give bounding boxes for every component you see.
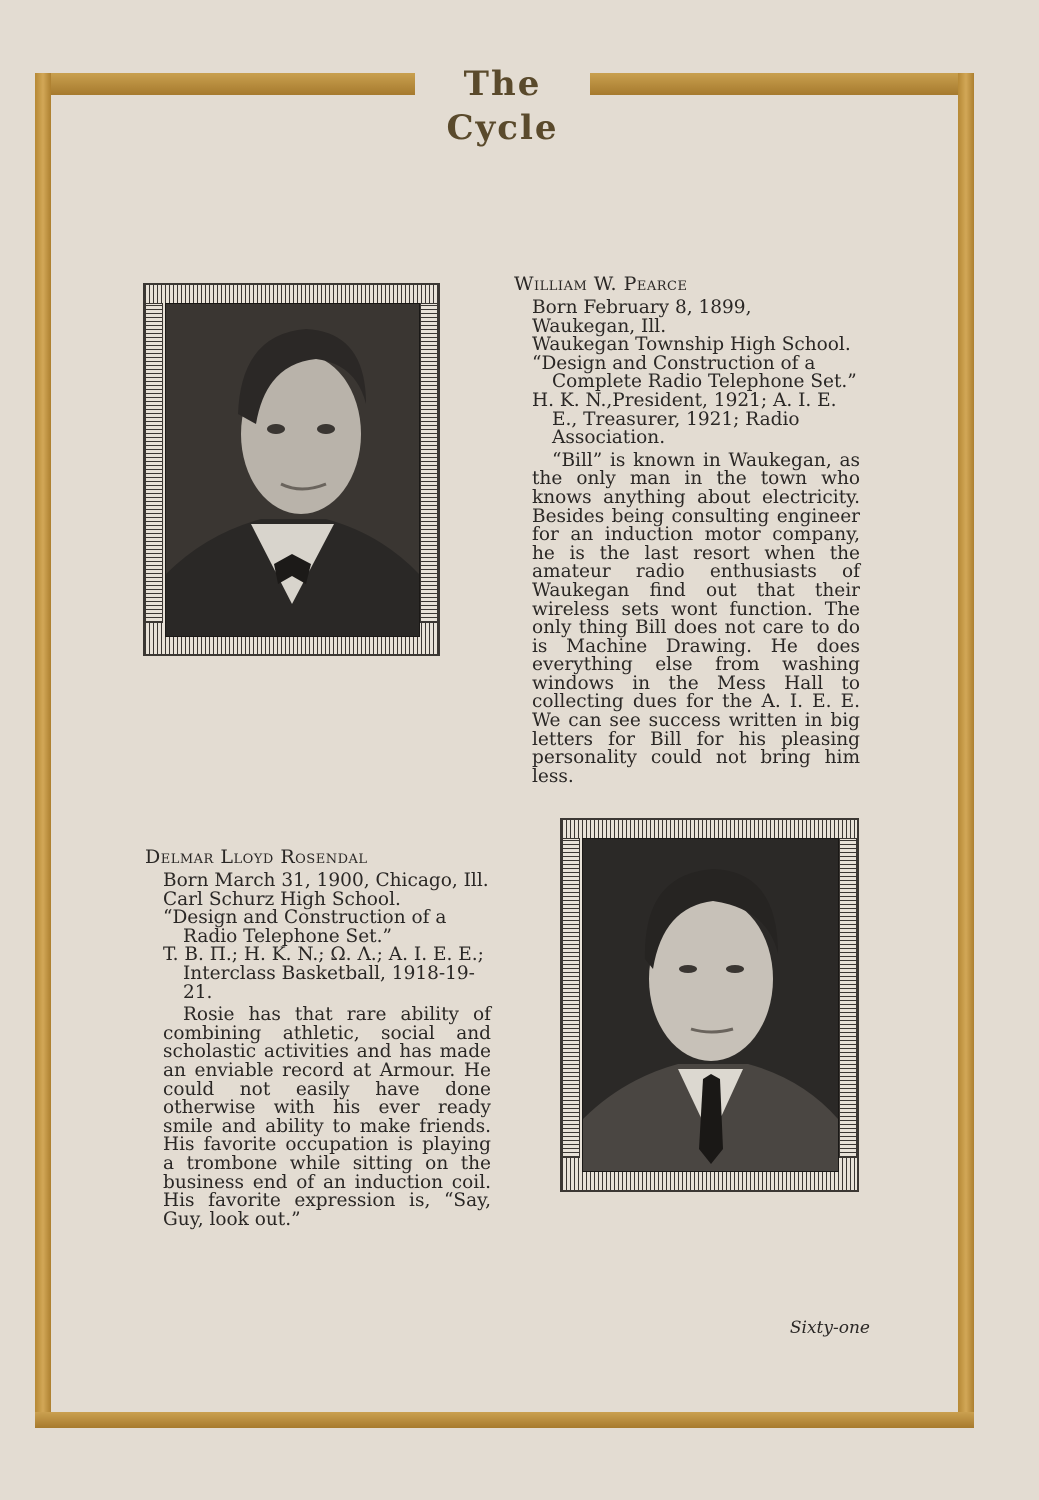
- activities-line: H. K. N.,President, 1921; A. I. E. E., Treasurer, 1921; Radio Association.: [532, 389, 837, 449]
- thesis-line: “Design and Construction of a Radio Telephone Set.”: [163, 907, 447, 947]
- student-name: Delmar Lloyd Rosendal: [145, 846, 368, 868]
- school-line: Carl Schurz High School.: [163, 888, 401, 910]
- frame-top-left: [35, 73, 415, 95]
- bio-rosendal: [145, 846, 491, 1229]
- bio-paragraph: “Bill” is known in Waukegan, as the only man in the town who knows anything about electricity. Besides being consulting engineer for an induction motor company, he is the last resort when the amateur radio enthusiasts of Waukegan find out that their wireless sets wont function. The only thing Bill does not care to do is Machine Drawing. He does everything else from washing windows in the Mess Hall to collecting dues for the A. I. E. E. We can see success written in big letters for Bill for his pleasing personality could not bring him less.: [532, 449, 860, 787]
- birth-line: Born February 8, 1899, Waukegan, Ill.: [532, 297, 752, 337]
- portrait-frame-pearce: [143, 283, 440, 656]
- activities-line: T. B. Π.; H. K. N.; Ω. Λ.; A. I. E. E.; Interclass Basketball, 1918-19-21.: [163, 944, 484, 1003]
- school-line: Waukegan Township High School.: [532, 334, 851, 356]
- frame-right: [958, 73, 974, 1428]
- bio-pearce: [514, 273, 860, 786]
- page-header-title: The Cycle: [446, 64, 559, 148]
- portrait-frame-rosendal: [560, 818, 859, 1192]
- frame-bottom: [35, 1412, 974, 1428]
- page-number: Sixty-one: [789, 1318, 870, 1338]
- frame-left: [35, 73, 51, 1428]
- bio-paragraph: Rosie has that rare ability of combining athletic, social and scholastic activities and has made an enviable record at Armour. He could not easily have done otherwise with his ever ready smile and ability to make friends. His favorite occupation is playing a trombone while sitting on the business end of an induction coil. His favorite expression is, “Say, Guy, look out.”: [163, 1004, 491, 1230]
- birth-line: Born March 31, 1900, Chicago, Ill.: [163, 870, 489, 891]
- thesis-line: “Design and Construction of a Complete Radio Telephone Set.”: [532, 352, 857, 393]
- portrait-photo-rosendal: [582, 838, 839, 1172]
- student-name: William W. Pearce: [514, 273, 688, 295]
- portrait-photo-pearce: [165, 303, 420, 637]
- frame-top-right: [590, 73, 974, 95]
